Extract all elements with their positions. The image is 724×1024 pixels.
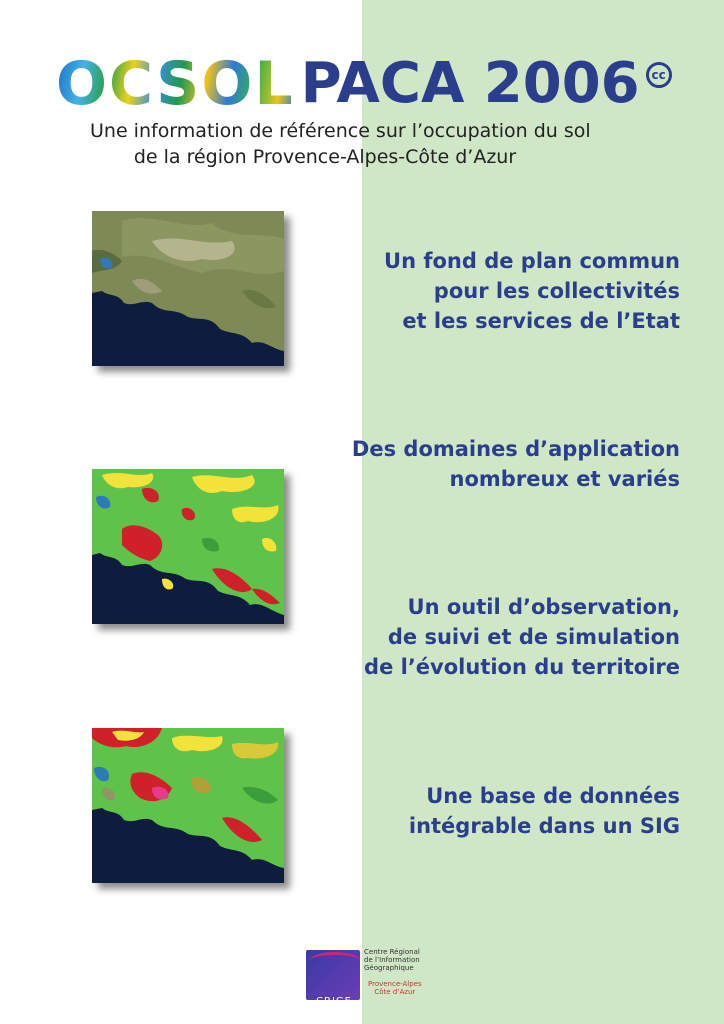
crige-region-line: Côte d’Azur: [374, 988, 416, 996]
subtitle: [90, 118, 591, 170]
crige-name-line: Géographique: [364, 964, 414, 972]
feature-observation-tool: [364, 592, 680, 682]
subtitle-line-1: Une information de référence sur l’occupation du sol: [90, 120, 591, 142]
feature-line: Un fond de plan commun: [384, 249, 680, 273]
page-title: [56, 44, 672, 119]
crige-logo-block: [306, 950, 360, 1007]
satellite-map-image: [92, 211, 284, 366]
title-ocsol: OCSOL: [56, 49, 295, 119]
feature-gis-database: [409, 781, 680, 841]
crige-region-line: Provence-Alpes: [368, 980, 422, 988]
feature-line: et les services de l’Etat: [402, 309, 680, 333]
crige-name-line: de l’Information: [364, 956, 420, 964]
feature-line: Des domaines d’application: [351, 437, 680, 461]
feature-application-domains: [352, 434, 680, 494]
feature-line: intégrable dans un SIG: [408, 814, 680, 838]
feature-line: pour les collectivités: [433, 279, 680, 303]
feature-line: nombreux et variés: [449, 467, 680, 491]
crige-acronym: CRIGE: [316, 996, 352, 1007]
title-paca-2006: PACA 2006: [300, 51, 640, 116]
feature-line: de l’évolution du territoire: [364, 655, 680, 679]
crige-region: [368, 980, 422, 996]
crige-logo: [306, 942, 426, 1007]
crige-name: [364, 948, 420, 972]
creative-commons-icon: cc: [646, 62, 672, 88]
feature-line: Un outil d’observation,: [407, 595, 680, 619]
feature-line: de suivi et de simulation: [387, 625, 680, 649]
land-cover-map-image: [92, 469, 284, 624]
subtitle-line-2: de la région Provence-Alpes-Côte d’Azur: [133, 146, 517, 168]
crige-name-line: Centre Régional: [364, 948, 420, 956]
detailed-land-cover-map-image: [92, 728, 284, 883]
feature-line: Une base de données: [426, 784, 680, 808]
feature-common-base-map: [384, 246, 680, 336]
crige-swoosh-icon: [310, 952, 360, 969]
